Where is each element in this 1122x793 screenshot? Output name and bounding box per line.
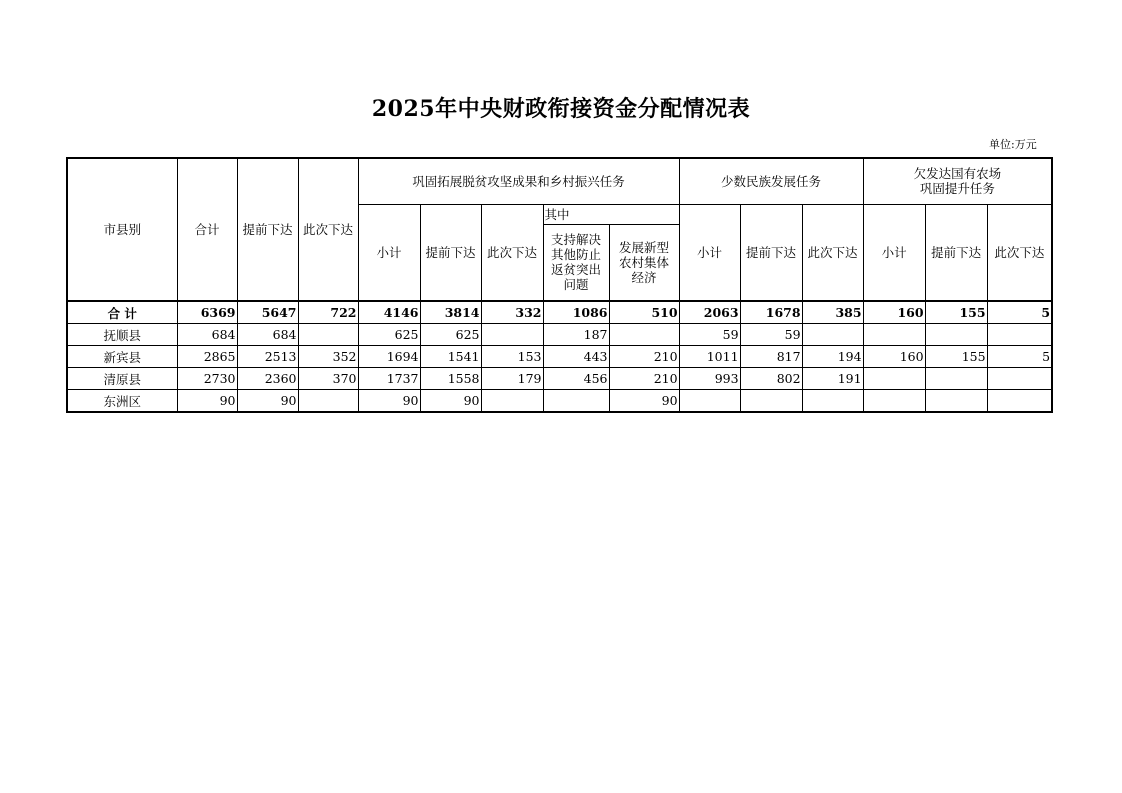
allocation-table	[66, 157, 1053, 413]
header-g2-advance: 提前下达	[740, 204, 802, 301]
header-among-prevent-poverty	[543, 224, 609, 301]
cell: 179	[481, 368, 543, 390]
row-name: 清原县	[67, 368, 177, 390]
page-title: 2025年中央财政衔接资金分配情况表	[371, 96, 751, 122]
cell	[863, 368, 925, 390]
cell: 625	[420, 324, 481, 346]
cell: 332	[481, 301, 543, 324]
cell: 385	[802, 301, 863, 324]
cell	[679, 390, 740, 413]
row-name: 抚顺县	[67, 324, 177, 346]
cell	[481, 390, 543, 413]
cell: 993	[679, 368, 740, 390]
table-row	[67, 368, 1052, 390]
cell: 160	[863, 346, 925, 368]
cell	[609, 324, 679, 346]
cell: 3814	[420, 301, 481, 324]
header-group-farm-line2: 巩固提升任务	[919, 181, 995, 197]
cell	[987, 390, 1052, 413]
cell	[925, 324, 987, 346]
cell: 2513	[237, 346, 298, 368]
cell: 370	[298, 368, 358, 390]
cell: 90	[609, 390, 679, 413]
cell	[925, 368, 987, 390]
cell: 210	[609, 346, 679, 368]
cell: 456	[543, 368, 609, 390]
cell: 2360	[237, 368, 298, 390]
cell: 443	[543, 346, 609, 368]
cell	[543, 390, 609, 413]
cell	[987, 324, 1052, 346]
cell: 1011	[679, 346, 740, 368]
cell	[925, 390, 987, 413]
header-g3-advance: 提前下达	[925, 204, 987, 301]
cell: 210	[609, 368, 679, 390]
cell: 1541	[420, 346, 481, 368]
header-among1-line1: 支持解决	[550, 232, 601, 248]
cell: 1737	[358, 368, 420, 390]
cell: 153	[481, 346, 543, 368]
cell: 5	[987, 301, 1052, 324]
cell: 6369	[177, 301, 237, 324]
table-row	[67, 346, 1052, 368]
cell: 90	[177, 390, 237, 413]
header-advance: 提前下达	[237, 158, 298, 301]
cell: 817	[740, 346, 802, 368]
cell	[863, 324, 925, 346]
row-name: 合 计	[67, 301, 177, 324]
cell: 160	[863, 301, 925, 324]
cell	[298, 390, 358, 413]
row-name: 东洲区	[67, 390, 177, 413]
header-g3-subtotal: 小计	[863, 204, 925, 301]
cell: 187	[543, 324, 609, 346]
header-among: 其中	[543, 204, 679, 224]
header-group-farm-line1: 欠发达国有农场	[913, 166, 1002, 182]
header-total: 合计	[177, 158, 237, 301]
header-current: 此次下达	[298, 158, 358, 301]
header-among2-line2: 农村集体	[619, 254, 670, 270]
cell: 1678	[740, 301, 802, 324]
cell: 155	[925, 346, 987, 368]
cell	[298, 324, 358, 346]
cell: 155	[925, 301, 987, 324]
cell	[987, 368, 1052, 390]
cell: 59	[679, 324, 740, 346]
cell	[802, 324, 863, 346]
cell: 802	[740, 368, 802, 390]
table-row	[67, 324, 1052, 346]
cell: 352	[298, 346, 358, 368]
table-row-total	[67, 301, 1052, 324]
header-among2-line3: 经济	[631, 269, 657, 285]
header-g2-current: 此次下达	[802, 204, 863, 301]
header-g1-advance: 提前下达	[420, 204, 481, 301]
cell	[863, 390, 925, 413]
cell: 510	[609, 301, 679, 324]
cell: 1694	[358, 346, 420, 368]
cell: 722	[298, 301, 358, 324]
header-group-farm	[863, 158, 1052, 204]
cell: 684	[177, 324, 237, 346]
cell: 5647	[237, 301, 298, 324]
cell: 90	[358, 390, 420, 413]
header-among2-line1: 发展新型	[619, 239, 670, 255]
cell: 59	[740, 324, 802, 346]
header-among1-line3: 返贫突出	[550, 262, 601, 278]
cell	[802, 390, 863, 413]
cell: 625	[358, 324, 420, 346]
cell: 2865	[177, 346, 237, 368]
table-row	[67, 390, 1052, 413]
header-among-collective-economy	[609, 224, 679, 301]
cell: 2730	[177, 368, 237, 390]
header-g2-subtotal: 小计	[679, 204, 740, 301]
cell: 684	[237, 324, 298, 346]
cell	[481, 324, 543, 346]
cell: 191	[802, 368, 863, 390]
header-among1-line4: 问题	[563, 277, 589, 293]
header-region: 市县别	[67, 158, 177, 301]
cell: 1086	[543, 301, 609, 324]
header-g3-current: 此次下达	[987, 204, 1052, 301]
cell: 194	[802, 346, 863, 368]
header-g1-subtotal: 小计	[358, 204, 420, 301]
cell: 90	[420, 390, 481, 413]
header-g1-current: 此次下达	[481, 204, 543, 301]
row-name: 新宾县	[67, 346, 177, 368]
unit-label: 单位:万元	[989, 138, 1037, 151]
header-group-minority: 少数民族发展任务	[679, 158, 863, 204]
cell: 2063	[679, 301, 740, 324]
cell	[740, 390, 802, 413]
cell: 5	[987, 346, 1052, 368]
cell: 1558	[420, 368, 481, 390]
header-group-poverty: 巩固拓展脱贫攻坚成果和乡村振兴任务	[358, 158, 679, 204]
cell: 90	[237, 390, 298, 413]
header-among1-line2: 其他防止	[550, 247, 601, 263]
cell: 4146	[358, 301, 420, 324]
